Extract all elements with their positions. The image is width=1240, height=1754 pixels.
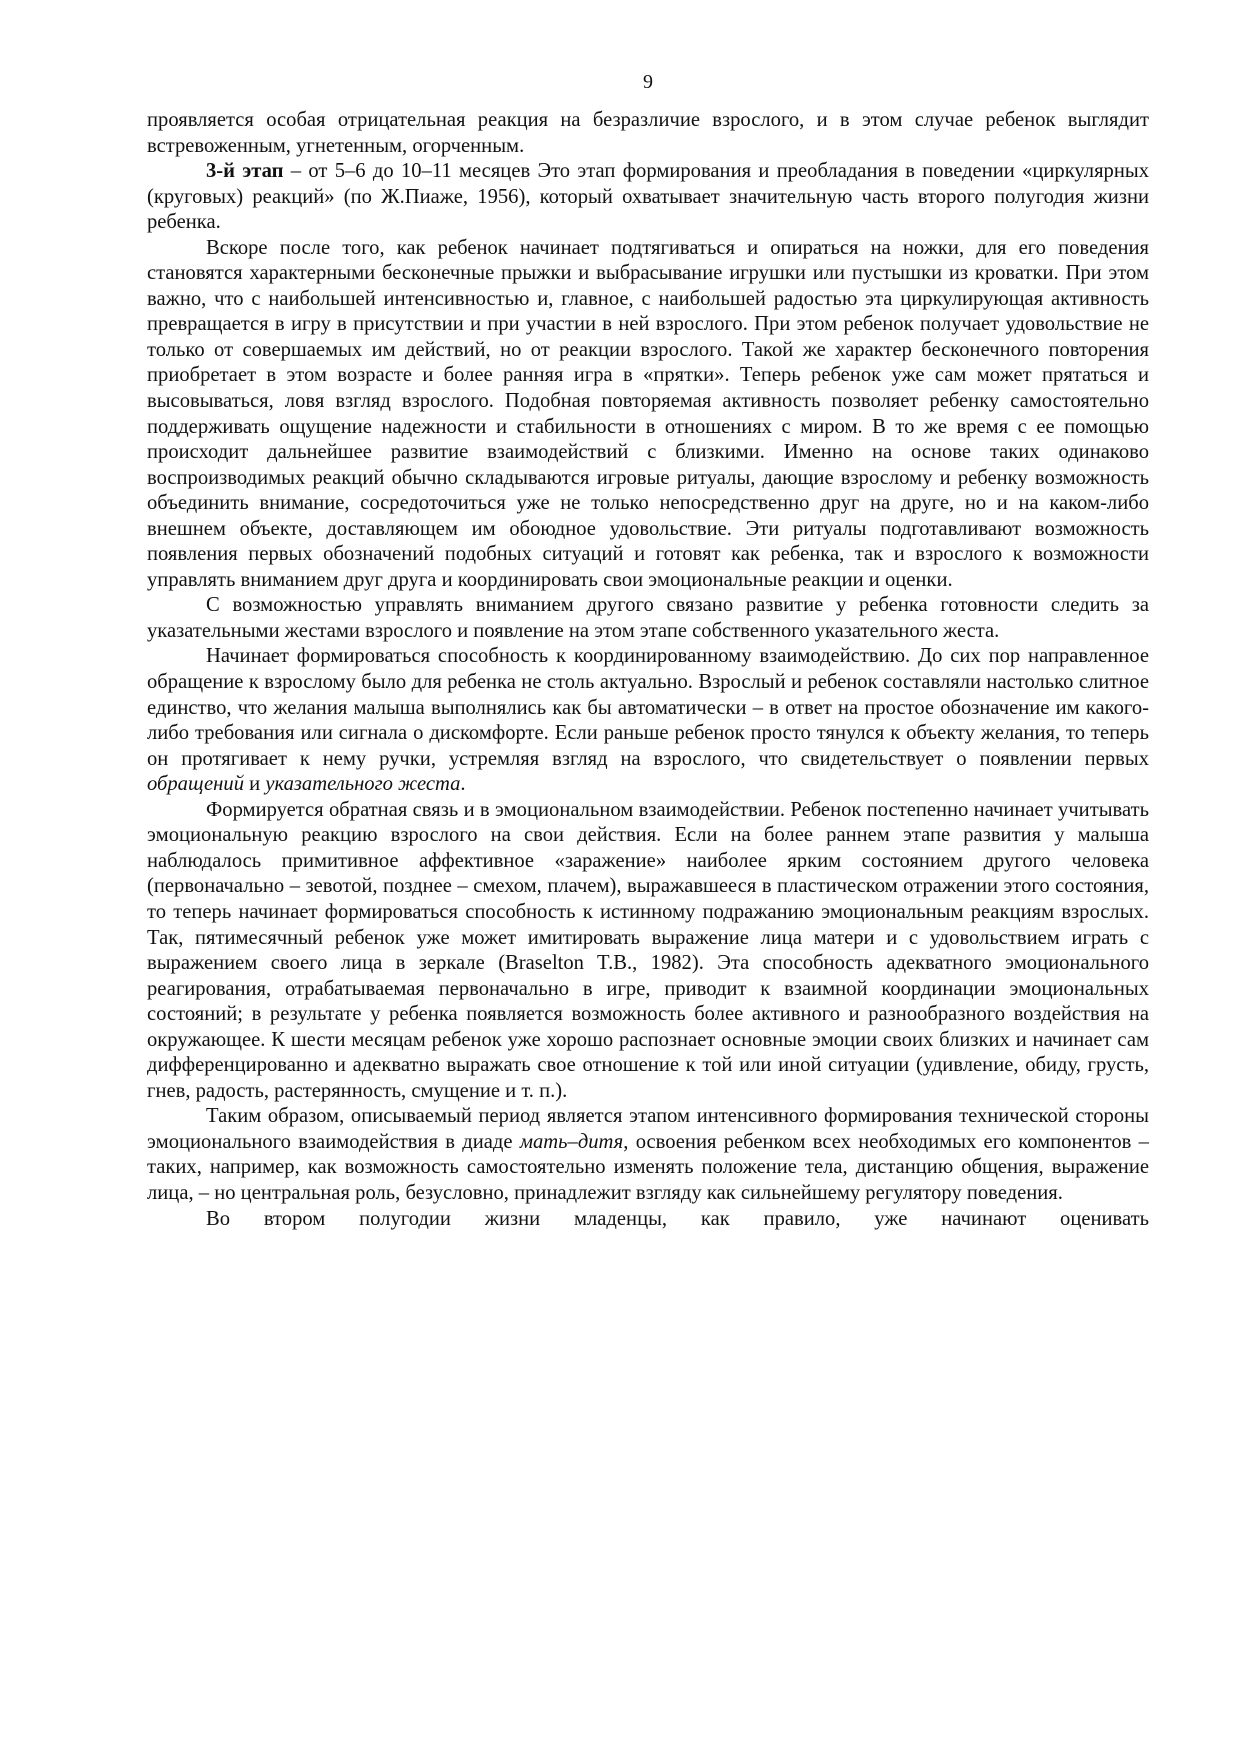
paragraph bbox=[147, 644, 1149, 797]
paragraph-text: Таким образом, описываемый период является этапом интенсивного формирования технической стороны эмоционального взаимодействия в диаде bbox=[147, 1105, 1149, 1153]
paragraph bbox=[147, 798, 1149, 1105]
emphasis-text: мать–дитя bbox=[519, 1130, 624, 1153]
paragraph bbox=[147, 1104, 1149, 1206]
paragraph bbox=[147, 593, 1149, 644]
paragraph bbox=[147, 1207, 1149, 1233]
stage-heading: 3-й этап bbox=[206, 160, 284, 183]
paragraph-text: , освоения ребенком всех необходимых его компонентов – таких, например, как возможность самостоятельно изменять положение тела, дистанцию общения, выражение лица, – но центральная роль, безусловно, принадлежит взгляду как сильнейшему регулятору поведения. bbox=[147, 1130, 1149, 1204]
paragraph-text: С возможностью управлять вниманием другого связано развитие у ребенка готовности следить за указательными жестами взрослого и появление на этом этапе собственного указательного жеста. bbox=[147, 594, 1149, 642]
emphasis-text: обращений bbox=[147, 773, 244, 796]
paragraph bbox=[147, 159, 1149, 236]
page-number: 9 bbox=[643, 71, 653, 93]
paragraph-text: . bbox=[460, 773, 466, 796]
paragraph-text: Во втором полугодии жизни младенцы, как правило, уже начинают оценивать bbox=[206, 1207, 1149, 1230]
paragraph-text: Начинает формироваться способность к координированному взаимодействию. До сих пор направленное обращение к взрослому было для ребенка не столь актуально. Взрослый и ребенок составляли настолько слитное единство, что желания малыша выполнялись как бы автоматически – в ответ на простое обозначение им какого-либо требования или сигнала о дискомфорте. Если раньше ребенок просто тянулся к объекту желания, то теперь он протягивает к нему ручки, устремляя взгляд на взрослого, что свидетельствует о появлении первых bbox=[147, 645, 1149, 770]
paragraph-text: Вскоре после того, как ребенок начинает подтягиваться и опираться на ножки, для его поведения становятся характерными бесконечные прыжки и выбрасывание игрушки или пустышки из кроватки. При этом важно, что с наибольшей интенсивностью и, главное, с наибольшей радостью эта циркулирующая активность превращается в игру в присутствии и при участии в ней взрослого. При этом ребенок получает удовольствие не только от совершаемых им действий, но от реакции взрослого. Такой же характер бесконечного повторения приобретает в этом возрасте и более ранняя игра в «прятки». Теперь ребенок уже сам может прятаться и высовываться, ловя взгляд взрослого. Подобная повторяемая активность позволяет ребенку самостоятельно поддерживать ощущение надежности и стабильности в отношениях с миром. В то же время с ее помощью происходит дальнейшее развитие взаимодействий с близкими. Именно на основе таких одинаково воспроизводимых реакций обычно складываются игровые ритуалы, дающие взрослому и ребенку возможность объединить внимание, сосредоточиться уже не только непосредственно друг на друге, но и на каком-либо внешнем объекте, доставляющем им обоюдное удовольствие. Эти ритуалы подготавливают возможность появления первых обозначений подобных ситуаций и готовят как ребенка, так и взрослого к возможности управлять вниманием друг друга и координировать свои эмоциональные реакции и оценки. bbox=[147, 236, 1149, 591]
paragraph-text: Формируется обратная связь и в эмоциональном взаимодействии. Ребенок постепенно начинает учитывать эмоциональную реакцию взрослого на свои действия. Если на более раннем этапе развития у малыша наблюдалось примитивное аффективное «заражение» наиболее ярким состоянием другого человека (первоначально – зевотой, позднее – смехом, плачем), выражавшееся в пластическом отражении этого состояния, то теперь начинает формироваться способность к истинному подражанию эмоциональным реакциям взрослых. Так, пятимесячный ребенок уже может имитировать выражение лица матери и с удовольствием играть с выражением своего лица в зеркале (Braselton T.B., 1982). Эта способность адекватного эмоционального реагирования, отрабатываемая первоначально в игре, приводит к взаимной координации эмоциональных состояний; в результате у ребенка появляется возможность более активного и разнообразного воздействия на окружающее. К шести месяцам ребенок уже хорошо распознает основные эмоции своих близких и начинает сам дифференцированно и адекватно выражать свое отношение к той или иной ситуации (удивление, обиду, грусть, гнев, радость, растерянность, смущение и т. п.). bbox=[147, 798, 1149, 1102]
document-body bbox=[147, 108, 1149, 1232]
paragraph bbox=[147, 108, 1149, 159]
emphasis-text: указательного жеста bbox=[265, 773, 461, 796]
paragraph-text: проявляется особая отрицательная реакция на безразличие взрослого, и в этом случае ребенок выглядит встревоженным, угнетенным, огорченным. bbox=[147, 109, 1149, 157]
paragraph-text: и bbox=[244, 773, 266, 796]
paragraph-text: – от 5–6 до 10–11 месяцев Это этап формирования и преобладания в поведении «циркулярных (круговых) реакций» (по Ж.Пиаже, 1956), который охватывает значительную часть второго полугодия жизни ребенка. bbox=[147, 160, 1150, 234]
paragraph bbox=[147, 236, 1149, 594]
